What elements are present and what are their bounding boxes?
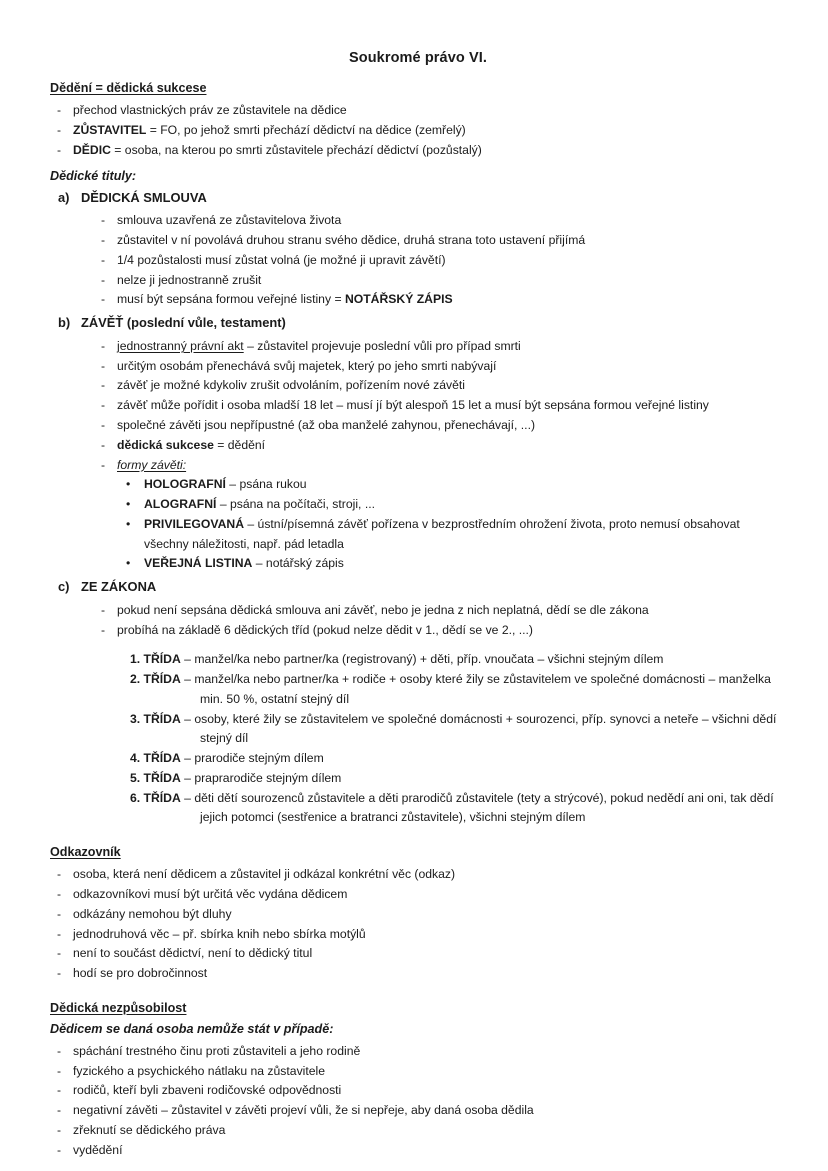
spacer xyxy=(50,640,786,650)
trida-text: – manžel/ka nebo partner/ka + rodiče + osoby které žily se zůstavitelem ve společné domácnosti – manželka min. 50 %, ostatní stejný díl xyxy=(180,672,771,706)
list-item xyxy=(94,251,786,271)
list-item xyxy=(50,905,786,925)
trida-number: 1. TŘÍDA xyxy=(130,652,181,667)
list-item xyxy=(50,101,786,121)
spacer xyxy=(50,67,786,80)
trida-text: – osoby, které žily se zůstavitelem ve společné domácnosti + sourozenci, příp. synovci a neteře – všichni dědí stejný díl xyxy=(180,711,777,746)
term-dedic: DĚDIC xyxy=(73,142,111,157)
list-zavet xyxy=(94,337,786,475)
list-item xyxy=(122,475,786,495)
list-item-text: osoba, která není dědicem a zůstavitel ji odkázal konkrétní věc (odkaz) xyxy=(73,867,456,882)
list-item xyxy=(50,1141,786,1161)
item-marker: a) xyxy=(58,189,70,205)
list-item xyxy=(94,271,786,291)
trida-row xyxy=(130,789,786,829)
list-item xyxy=(50,865,786,885)
list-item xyxy=(122,515,786,555)
list-item-text: pokud není sepsána dědická smlouva ani závěť, nebo je jedna z nich neplatná, dědí se dle zákona xyxy=(117,602,649,617)
form-name-verejna-listina: VEŘEJNÁ LISTINA xyxy=(144,556,253,571)
list-item xyxy=(50,1101,786,1121)
list-dedicke-tituly-b xyxy=(50,314,786,333)
list-item xyxy=(94,231,786,251)
list-item-text: není to součást dědictví, není to dědický titul xyxy=(73,946,313,961)
trida-number: 5. TŘÍDA xyxy=(130,770,181,785)
term-zustavitel: ZŮSTAVITEL xyxy=(73,123,147,138)
list-item-text: nelze ji jednostranně zrušit xyxy=(117,272,262,287)
list-item xyxy=(94,290,786,310)
list-item-text: závěť je možné kdykoliv zrušit odvoláním, pořízením nové závěti xyxy=(117,378,466,393)
list-item-text: rodičů, kteří byli zbaveni rodičovské odpovědnosti xyxy=(73,1083,342,1098)
lettered-item-c xyxy=(50,578,786,597)
section-heading-dedeni: Dědění = dědická sukcese xyxy=(50,81,207,96)
list-item xyxy=(94,337,786,357)
list-item xyxy=(50,1081,786,1101)
list-item-text: odkazovníkovi musí být určitá věc vydána dědicem xyxy=(73,887,348,901)
list-item xyxy=(122,554,786,574)
list-item xyxy=(94,621,786,641)
trida-text: – děti dětí sourozenců zůstavitele a děti prarodičů zůstavitele (tety a strýcové), pokud nedědí ani oni, tak dědí jejich potomci (sestřenice a bratranci zůstavitele), všichni stejným dílem xyxy=(180,790,774,825)
list-item-text: určitým osobám přenechává svůj majetek, který po jeho smrti nabývají xyxy=(117,358,497,373)
list-item-text: hodí se pro dobročinnost xyxy=(73,966,208,981)
section-subheading-nezpusobilost: Dědicem se daná osoba nemůže stát v případě: xyxy=(50,1021,334,1036)
list-item-text: vydědění xyxy=(73,1142,123,1157)
spacer xyxy=(50,984,786,1000)
trida-number: 6. TŘÍDA xyxy=(130,790,181,805)
list-item-text: zřeknutí se dědického práva xyxy=(73,1122,226,1137)
list-ze-zakona xyxy=(94,601,786,641)
list-item-text: – notářský zápis xyxy=(252,556,344,571)
section-heading-nezpusobilost: Dědická nezpůsobilost xyxy=(50,1000,187,1015)
list-item xyxy=(50,944,786,964)
list-odkazovnik xyxy=(50,865,786,984)
list-item-text: = dědění xyxy=(213,437,266,452)
form-name-holografni: HOLOGRAFNÍ xyxy=(144,477,226,492)
term-formy-zaveti: formy závěti: xyxy=(117,457,187,472)
item-marker: b) xyxy=(58,315,71,331)
trida-number: 2. TŘÍDA xyxy=(130,672,181,687)
list-item-text: = FO, po jehož smrti přechází dědictví na dědice (zemřelý) xyxy=(146,123,466,138)
page-title: Soukromé právo VI. xyxy=(349,50,487,66)
list-item xyxy=(94,396,786,416)
list-item-text: – zůstavitel projevuje poslední vůli pro případ smrti xyxy=(243,338,521,353)
list-item-text: probíhá na základě 6 dědických tříd (pokud nelze dědit v 1., dědí se ve 2., ...) xyxy=(117,622,533,637)
list-item xyxy=(94,211,786,231)
list-item xyxy=(50,964,786,984)
list-item xyxy=(94,436,786,456)
list-item xyxy=(122,495,786,515)
list-dedicke-tridy xyxy=(130,650,786,828)
list-item-text: závěť může pořídit i osoba mladší 18 let – musí jí být alespoň 15 let a musí být sepsána formou veřejné listiny xyxy=(117,398,709,413)
list-item-text: = osoba, na kterou po smrti zůstavitele přechází dědictví (pozůstalý) xyxy=(110,142,482,157)
lettered-item-a xyxy=(50,189,786,208)
trida-row xyxy=(130,749,786,769)
list-item-text: – ústní/písemná závěť pořízena v bezprostředním ohrožení života, proto nemusí obsahovat všechny náležitosti, např. pád letadla xyxy=(144,516,740,551)
trida-text: – praprarodiče stejným dílem xyxy=(180,770,342,785)
list-item-text: smlouva uzavřená ze zůstavitelova života xyxy=(117,213,342,228)
list-item xyxy=(50,141,786,161)
form-name-alografni: ALOGRAFNÍ xyxy=(144,497,217,512)
section-heading-odkazovnik: Odkazovník xyxy=(50,845,121,860)
trida-number: 3. TŘÍDA xyxy=(130,711,181,726)
item-title: DĚDICKÁ SMLOUVA xyxy=(81,189,207,205)
list-dedicke-tituly-c xyxy=(50,578,786,597)
trida-number: 4. TŘÍDA xyxy=(130,751,181,766)
term-jednostranny-pravni-akt: jednostranný právní akt xyxy=(117,338,244,353)
list-formy-zaveti xyxy=(122,475,786,574)
trida-row xyxy=(130,710,786,750)
list-item-text: negativní závěti – zůstavitel v závěti projeví vůli, že si nepřeje, aby daná osoba dědila xyxy=(73,1103,534,1118)
list-item xyxy=(50,1062,786,1082)
list-item-text: musí být sepsána formou veřejné listiny = xyxy=(117,292,345,307)
list-item xyxy=(94,601,786,621)
item-title: ZE ZÁKONA xyxy=(81,579,157,595)
list-dedicka-smlouva xyxy=(94,211,786,310)
list-item-text: fyzického a psychického nátlaku na zůstavitele xyxy=(73,1063,326,1078)
trida-text: – manžel/ka nebo partner/ka (registrovaný) + děti, příp. vnoučata – všichni stejným dílem xyxy=(180,652,664,667)
list-item xyxy=(50,1121,786,1141)
list-dedeni xyxy=(50,101,786,160)
item-marker: c) xyxy=(58,579,70,595)
list-nezpusobilost xyxy=(50,1042,786,1161)
list-item-text: odkázány nemohou být dluhy xyxy=(73,906,232,921)
item-title: ZÁVĚŤ (poslední vůle, testament) xyxy=(81,315,286,331)
list-item xyxy=(50,925,786,945)
document-content xyxy=(50,0,786,1160)
list-item-text: – psána rukou xyxy=(225,477,307,492)
list-dedicke-tituly xyxy=(50,189,786,208)
list-item-text: – psána na počítači, stroji, ... xyxy=(216,497,375,512)
list-item-text: 1/4 pozůstalosti musí zůstat volná (je možné ji upravit závětí) xyxy=(117,252,446,267)
list-item xyxy=(94,456,786,476)
list-item xyxy=(50,885,786,905)
term-dedicka-sukcese: dědická sukcese xyxy=(117,437,214,452)
list-item xyxy=(50,121,786,141)
list-item-text: společné závěti jsou nepřípustné (až oba manželé zahynou, přenechávají, ...) xyxy=(117,417,536,432)
form-name-privilegovana: PRIVILEGOVANÁ xyxy=(144,516,244,531)
list-item-text: jednodruhová věc – př. sbírka knih nebo sbírka motýlů xyxy=(73,926,366,941)
lettered-item-b xyxy=(50,314,786,333)
spacer xyxy=(50,161,786,168)
list-item-text: zůstavitel v ní povolává druhou stranu svého dědice, druhá strana toto ustavení přijímá xyxy=(117,233,586,248)
trida-row xyxy=(130,769,786,789)
list-item xyxy=(94,376,786,396)
list-item xyxy=(50,1042,786,1062)
list-item xyxy=(94,416,786,436)
list-item-text: spáchání trestného činu proti zůstaviteli a jeho rodině xyxy=(73,1043,361,1058)
trida-text: – prarodiče stejným dílem xyxy=(180,751,324,766)
list-item xyxy=(94,357,786,377)
term-notarsky-zapis: NOTÁŘSKÝ ZÁPIS xyxy=(344,292,453,307)
section-heading-dedicke-tituly: Dědické tituly: xyxy=(50,168,137,183)
spacer xyxy=(50,828,786,844)
trida-row xyxy=(130,670,786,710)
list-item-text: přechod vlastnických práv ze zůstavitele na dědice xyxy=(73,103,347,118)
trida-row xyxy=(130,650,786,670)
